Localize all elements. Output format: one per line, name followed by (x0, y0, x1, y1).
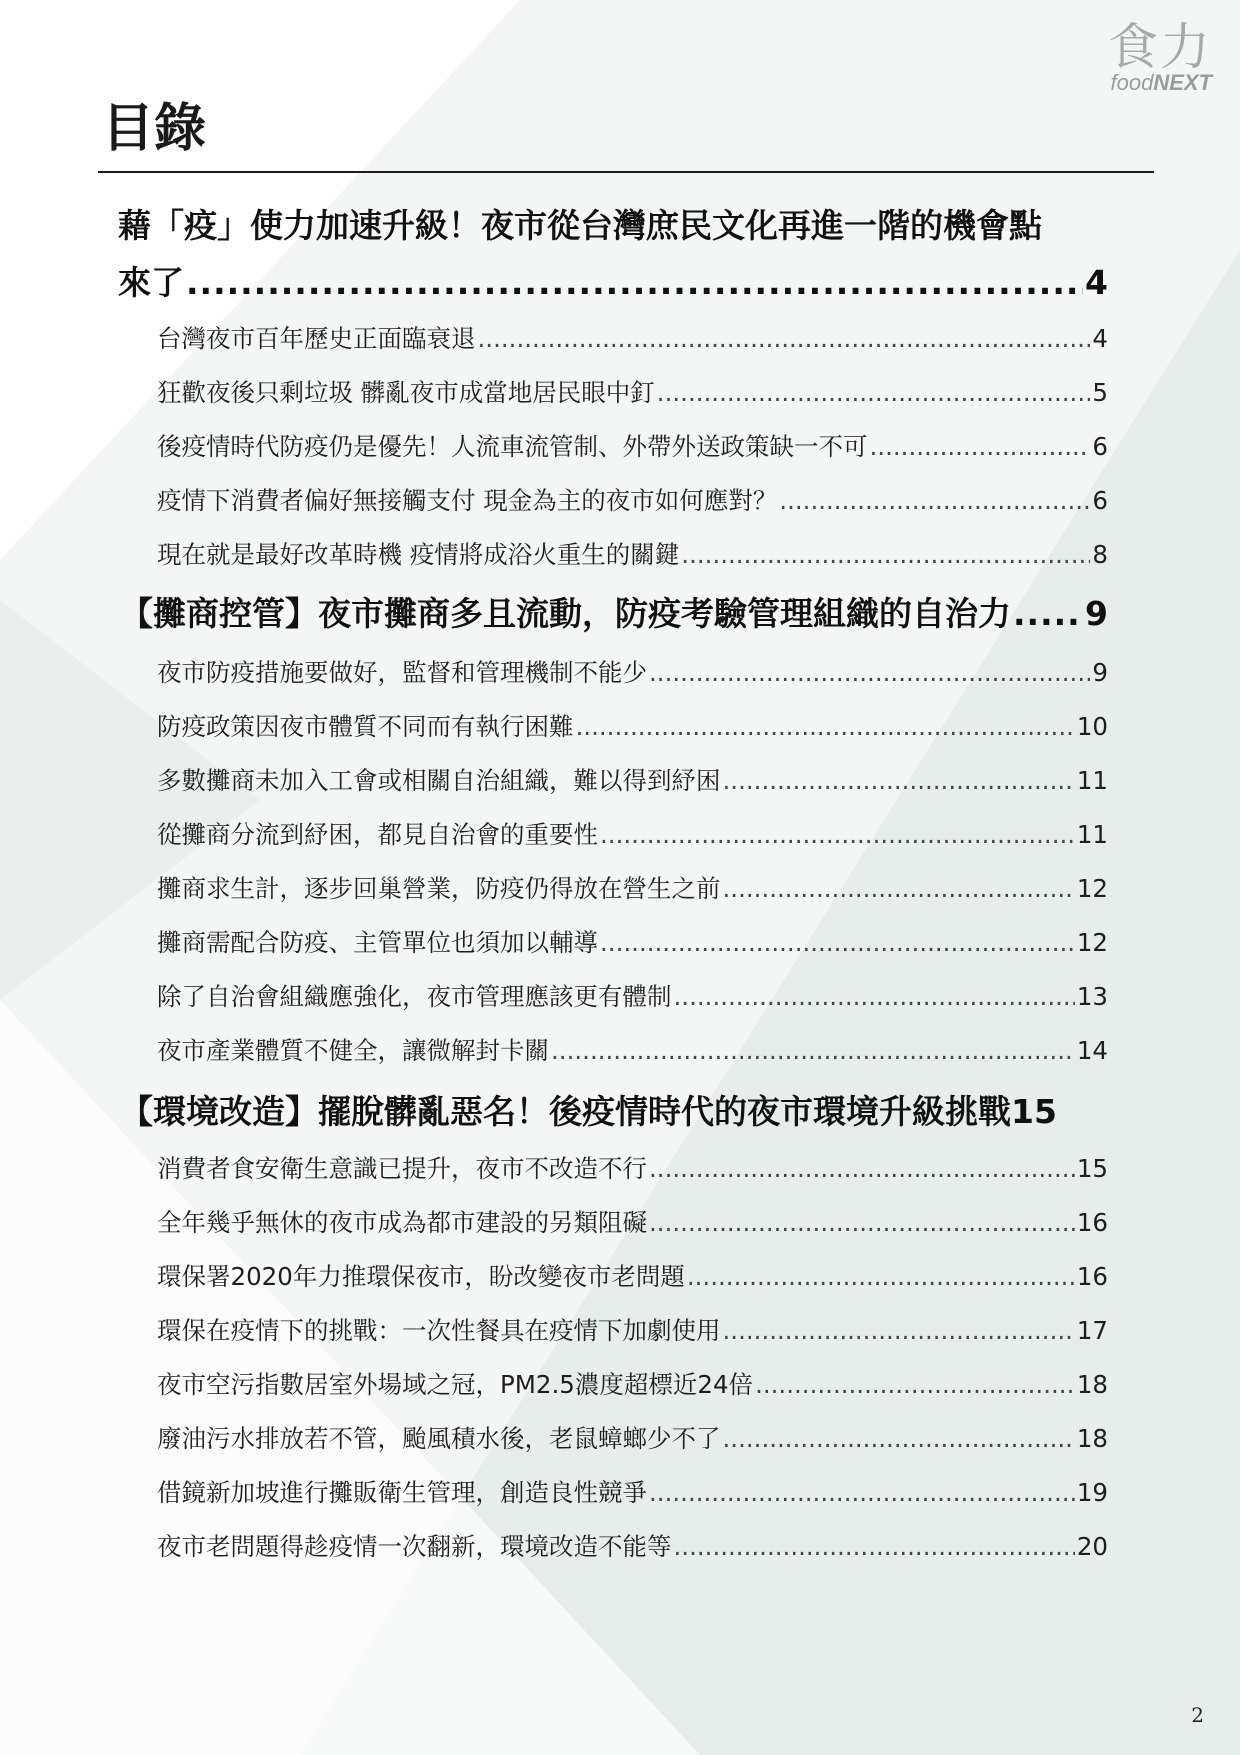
toc-item[interactable]: 攤商求生計，逐步回巢營業，防疫仍得放在營生之前 ..... 12 (157, 870, 1108, 905)
toc-item[interactable]: 環保在疫情下的挑戰：一次性餐具在疫情下加劇使用 ..... 17 (157, 1312, 1108, 1347)
toc-section-2-heading[interactable]: 【攤商控管】夜市攤商多且流動，防疫考驗管理組織的自治力 ..... 9 (120, 588, 1108, 635)
leader-dots (186, 263, 1083, 302)
page-title: 目錄 (102, 98, 207, 159)
toc-item[interactable]: 夜市產業體質不健全，讓微解封卡關 ..... 14 (157, 1032, 1108, 1067)
brand-name-en: foodNEXT (1110, 70, 1212, 95)
toc-item[interactable]: 多數攤商未加入工會或相關自治組織，難以得到紓困 ..... 11 (157, 762, 1108, 797)
brand-logo (1108, 18, 1212, 96)
title-divider (98, 171, 1154, 173)
toc-item[interactable]: 全年幾乎無休的夜市成為都市建設的另類阻礙 ..... 16 (157, 1204, 1108, 1239)
page-ref: 9 (1085, 594, 1108, 633)
toc-item[interactable]: 現在就是最好改革時機 疫情將成浴火重生的關鍵 ..... 8 (157, 536, 1108, 571)
toc-item[interactable]: 消費者食安衛生意識已提升，夜市不改造不行 ..... 15 (157, 1150, 1108, 1185)
toc-item[interactable]: 防疫政策因夜市體質不同而有執行困難 ..... 10 (157, 708, 1108, 743)
toc-item[interactable]: 除了自治會組織應強化，夜市管理應該更有體制 ..... 13 (157, 978, 1108, 1013)
toc-item[interactable]: 狂歡夜後只剩垃圾 髒亂夜市成當地居民眼中釘 ..... 5 (157, 374, 1108, 409)
toc-item[interactable]: 環保署2020年力推環保夜市，盼改變夜市老問題 ..... 16 (157, 1258, 1108, 1293)
page-number: 2 (1191, 1703, 1204, 1727)
toc-item[interactable]: 夜市老問題得趁疫情一次翻新，環境改造不能等 ..... 20 (157, 1528, 1108, 1563)
toc-item[interactable]: 後疫情時代防疫仍是優先！人流車流管制、外帶外送政策缺一不可 ..... 6 (157, 428, 1108, 463)
brand-name-cn: 食力 (1108, 18, 1212, 76)
toc-section-1-heading-line2[interactable]: 來了 ..... 4 (118, 257, 1108, 304)
toc-item[interactable]: 台灣夜市百年歷史正面臨衰退 ..... 4 (157, 320, 1108, 355)
leader-dots (1013, 594, 1083, 633)
toc-item[interactable]: 廢油污水排放若不管，颱風積水後，老鼠蟑螂少不了 ..... 18 (157, 1420, 1108, 1455)
page-ref: 4 (1085, 263, 1108, 302)
toc-item[interactable]: 借鏡新加坡進行攤販衛生管理，創造良性競爭 ..... 19 (157, 1474, 1108, 1509)
toc-item[interactable]: 從攤商分流到紓困，都見自治會的重要性 ..... 11 (157, 816, 1108, 851)
toc-item[interactable]: 夜市空污指數居室外場域之冠，PM2.5濃度超標近24倍 ..... 18 (157, 1366, 1108, 1401)
toc-item[interactable]: 夜市防疫措施要做好，監督和管理機制不能少 ..... 9 (157, 654, 1108, 689)
toc-section-3-heading[interactable]: 【環境改造】擺脫髒亂惡名！後疫情時代的夜市環境升級挑戰 15 (120, 1092, 1057, 1131)
toc-item[interactable]: 疫情下消費者偏好無接觸支付 現金為主的夜市如何應對？ ..... 6 (157, 482, 1108, 517)
toc-section-1-heading-line1[interactable]: 藉「疫」使力加速升級！夜市從台灣庶民文化再進一階的機會點 (118, 206, 1042, 245)
page-ref: 15 (1011, 1092, 1057, 1131)
toc-item[interactable]: 攤商需配合防疫、主管單位也須加以輔導 ..... 12 (157, 924, 1108, 959)
